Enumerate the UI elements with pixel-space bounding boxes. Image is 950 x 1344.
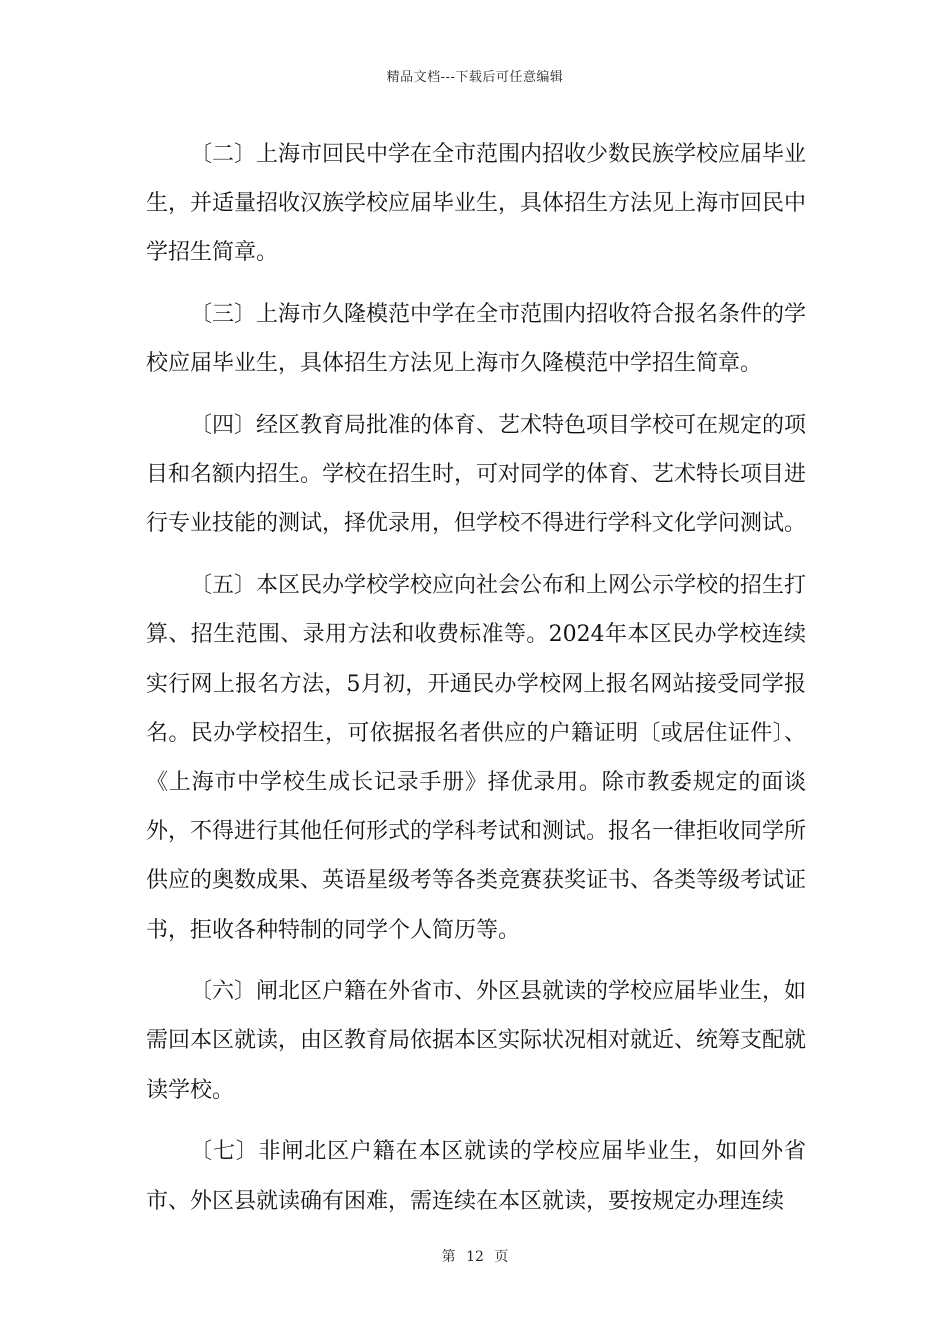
page-footer bbox=[0, 1246, 950, 1266]
page-number: 12 bbox=[466, 1249, 484, 1265]
paragraph-6: 〔六〕闸北区户籍在外省市、外区县就读的学校应届毕业生，如需回本区就读，由区教育局依据本区实际状况相对就近、统筹支配就读学校。 bbox=[146, 979, 807, 1103]
document-body bbox=[146, 130, 806, 1238]
page-number-suffix: 页 bbox=[494, 1249, 509, 1265]
paragraph-2: 〔二〕上海市回民中学在全市范围内招收少数民族学校应届毕业生，并适量招收汉族学校应届毕业生，具体招生方法见上海市回民中学招生简章。 bbox=[146, 142, 807, 266]
paragraph-7: 〔七〕非闸北区户籍在本区就读的学校应届毕业生，如回外省市、外区县就读确有困难，需连续在本区就读，要按规定办理连续 bbox=[146, 1139, 806, 1214]
page-header: 精品文档---下载后可任意编辑 bbox=[386, 70, 564, 85]
paragraph-4: 〔四〕经区教育局批准的体育、艺术特色项目学校可在规定的项目和名额内招生。学校在招生时，可对同学的体育、艺术特长项目进行专业技能的测试，择优录用，但学校不得进行学科文化学问测试。 bbox=[146, 413, 807, 537]
paragraph-3: 〔三〕上海市久隆模范中学在全市范围内招收符合报名条件的学校应届毕业生，具体招生方法见上海市久隆模范中学招生简章。 bbox=[146, 302, 807, 377]
page-number-prefix: 第 bbox=[441, 1249, 456, 1265]
paragraph-5: 〔五〕本区民办学校学校应向社会公布和上网公示学校的招生打算、招生范围、录用方法和收费标准等。2024年本区民办学校连续实行网上报名方法，5月初，开通民办学校网上报名网站接受同学报名。民办学校招生，可依据报名者供应的户籍证明〔或居住证件〕、《上海市中学校生成长记录手册》择优录用。除市教委规定的面谈外，不得进行其他任何形式的学科考试和测试。报名一律拒收同学所供应的奥数成果、英语星级考等各类竞赛获奖证书、各类等级考试证书，拒收各种特制的同学个人简历等。 bbox=[146, 573, 807, 943]
